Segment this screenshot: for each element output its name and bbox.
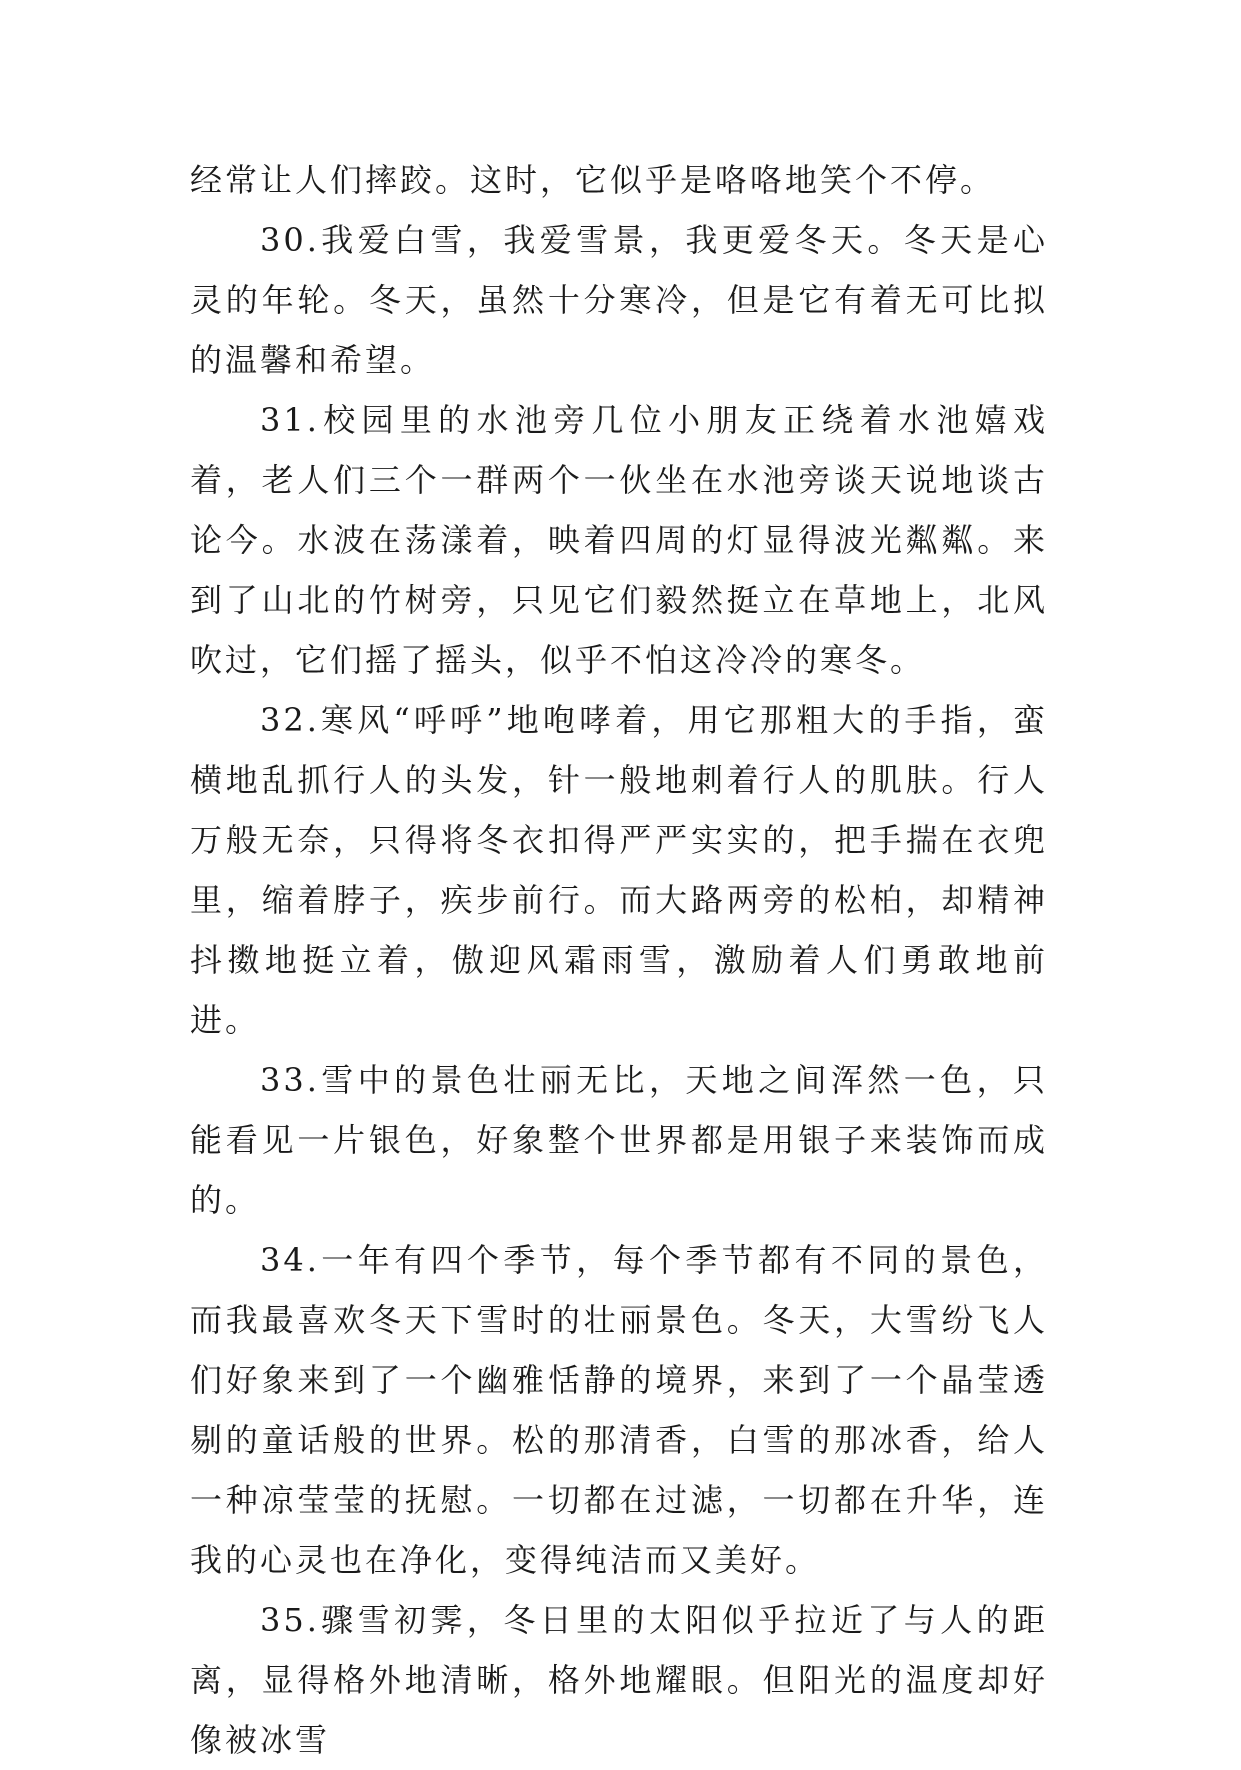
paragraph-35: 35.骤雪初霁，冬日里的太阳似乎拉近了与人的距离，显得格外地清晰，格外地耀眼。但阳光的温度却好像被冰雪 [190, 1601, 1048, 1759]
paragraph-31: 31.校园里的水池旁几位小朋友正绕着水池嬉戏着，老人们三个一群两个一伙坐在水池旁谈天说地谈古论今。水波在荡漾着，映着四周的灯显得波光粼粼。来到了山北的竹树旁，只见它们毅然挺立在草地上，北风吹过，它们摇了摇头，似乎不怕这冷冷的寒冬。 [190, 401, 1048, 679]
paragraph-continuation: 经常让人们摔跤。这时，它似乎是咯咯地笑个不停。 [190, 161, 996, 199]
paragraph-34: 34.一年有四个季节，每个季节都有不同的景色，而我最喜欢冬天下雪时的壮丽景色。冬天，大雪纷飞人们好象来到了一个幽雅恬静的境界，来到了一个晶莹透剔的童话般的世界。松的那清香，白雪的那冰香，给人一种凉莹莹的抚慰。一切都在过滤，一切都在升华，连我的心灵也在净化，变得纯洁而又美好。 [190, 1241, 1048, 1579]
paragraph-33: 33.雪中的景色壮丽无比，天地之间浑然一色，只能看见一片银色，好象整个世界都是用银子来装饰而成的。 [190, 1061, 1048, 1219]
paragraph-32: 32.寒风“呼呼”地咆哮着，用它那粗大的手指，蛮横地乱抓行人的头发，针一般地刺着行人的肌肤。行人万般无奈，只得将冬衣扣得严严实实的，把手揣在衣兜里，缩着脖子，疾步前行。而大路两旁的松柏，却精神抖擞地挺立着，傲迎风霜雨雪，激励着人们勇敢地前进。 [190, 701, 1048, 1039]
paragraph-30: 30.我爱白雪，我爱雪景，我更爱冬天。冬天是心灵的年轮。冬天，虽然十分寒冷，但是它有着无可比拟的温馨和希望。 [190, 221, 1048, 379]
document-body [190, 150, 1048, 1770]
